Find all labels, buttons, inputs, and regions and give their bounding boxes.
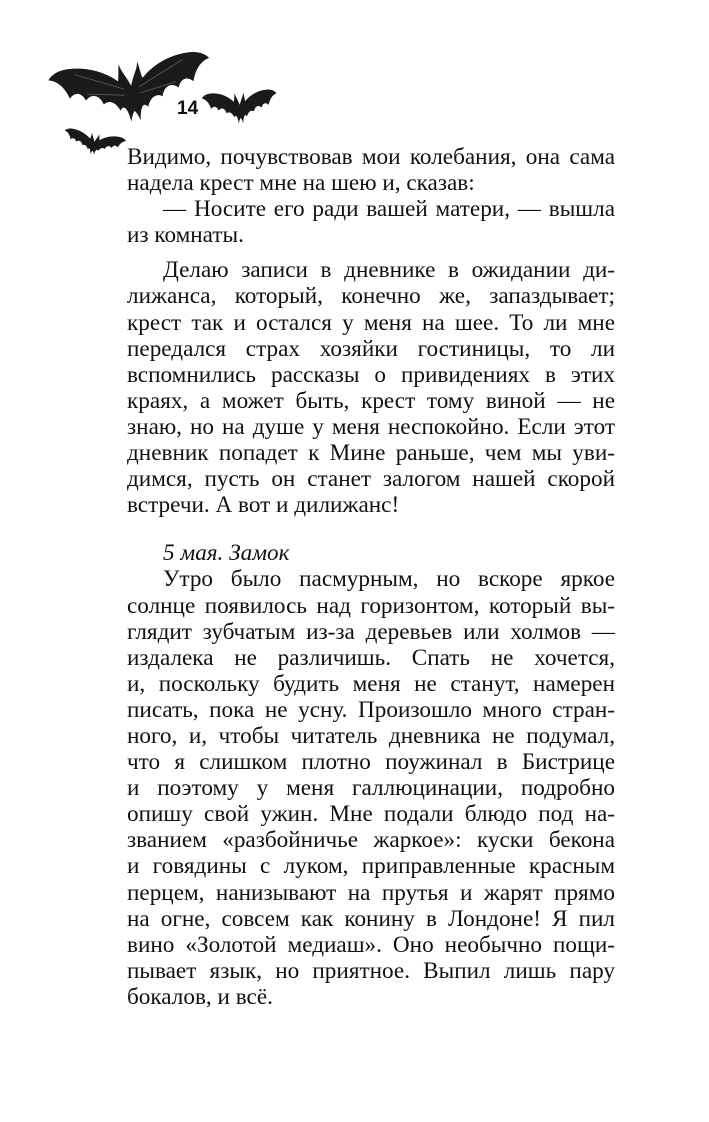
text-line: издалека не различишь. Спать не хочется, <box>127 644 615 671</box>
text-line: на огне, совсем как конину в Лондоне! Я пил <box>127 905 615 932</box>
text-line: вино «Золотой медиаш». Оно необычно пощи- <box>127 931 615 958</box>
text-line: вспомнились рассказы о привидениях в этих <box>127 361 615 388</box>
paragraph-spacer <box>127 248 615 257</box>
text-line: что я слишком плотно поужинал в Бистрице <box>127 749 615 776</box>
text-line: ного, и, чтобы читатель дневника не подумал, <box>127 722 615 749</box>
text-line: лижанса, который, конечно же, запаздывает; <box>127 283 615 310</box>
text-line: глядит зубчатым из-за деревьев или холмов — <box>127 618 615 645</box>
text-line: Видимо, почувствовав мои колебания, она сама <box>127 144 615 170</box>
text-line: дневник попадет к Мине раньше, чем мы уви- <box>127 440 615 467</box>
text-line: из комнаты. <box>127 222 244 249</box>
text-line: бокалов, и всё. <box>127 983 273 1010</box>
text-line: пывает язык, но приятное. Выпил лишь пару <box>127 957 615 984</box>
entry-heading: 5 мая. Замок <box>163 540 290 567</box>
text-line: званием «разбойничье жаркое»: куски бекона <box>127 827 615 854</box>
text-line: Делаю записи в дневнике в ожидании ди- <box>163 257 615 284</box>
text-line: писать, пока не усну. Произошло много стран- <box>127 696 615 723</box>
text-line: — Носите его ради вашей матери, — вышла <box>163 196 615 223</box>
page-body <box>127 144 615 1010</box>
text-line: димся, пусть он станет залогом нашей скорой <box>127 466 615 493</box>
medium-bat-icon <box>202 89 279 126</box>
section-spacer <box>127 518 615 540</box>
text-line: и, поскольку будить меня не станут, намерен <box>127 670 615 697</box>
text-line: Утро было пасмурным, но вскоре яркое <box>163 566 615 593</box>
text-line: крест так и остался у меня на шее. То ли мне <box>127 309 615 336</box>
text-line: и говядины с луком, приправленные красным <box>127 853 615 880</box>
text-line: опишу свой ужин. Мне подали блюдо под на- <box>127 801 615 828</box>
text-line: и поэтому у меня галлюцинации, подробно <box>127 775 615 802</box>
text-line: солнце появилось над горизонтом, который вы- <box>127 592 615 619</box>
text-line: передался страх хозяйки гостиницы, то ли <box>127 335 615 362</box>
text-line: перцем, нанизывают на прутья и жарят прямо <box>127 879 615 906</box>
text-line: знаю, но на душе у меня неспокойно. Если этот <box>127 413 615 440</box>
text-line: краях, а может быть, крест тому виной — не <box>127 387 615 414</box>
small-bat-icon <box>61 127 126 160</box>
page-number: 14 <box>177 98 199 119</box>
text-line: надела крест мне на шею и, сказав: <box>127 170 475 197</box>
text-line: встречи. А вот и дилижанс! <box>127 492 400 519</box>
